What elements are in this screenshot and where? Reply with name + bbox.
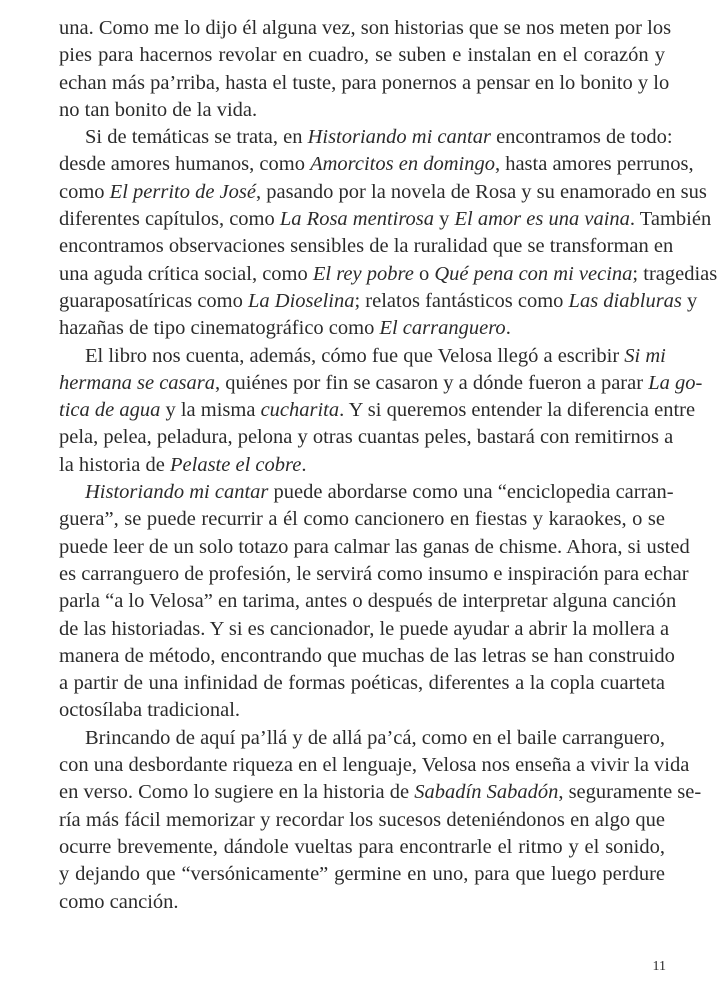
text-line xyxy=(59,697,665,724)
text-line xyxy=(59,151,694,178)
text-line xyxy=(59,70,670,97)
text-line xyxy=(59,670,665,697)
italic-title-text: cucharita xyxy=(260,399,340,422)
text-line xyxy=(59,643,675,670)
text-run: manera de método, encontrando que muchas de las letras se han construido xyxy=(59,644,675,667)
text-line xyxy=(59,315,665,342)
text-line xyxy=(59,97,665,124)
text-run: o xyxy=(413,262,435,285)
text-run: octosílaba tradicional. xyxy=(59,699,241,722)
text-run: ocurre brevemente, dándole vueltas para encontrarle el ritmo y el sonido, xyxy=(59,835,665,858)
text-line xyxy=(59,479,674,506)
text-run: como xyxy=(59,180,110,203)
text-line xyxy=(59,452,665,479)
text-run: ; tragedias xyxy=(632,262,718,285)
text-run: una aguda crítica social, como xyxy=(59,262,313,285)
text-line xyxy=(59,424,674,451)
text-run: pela, pelea, peladura, pelona y otras cuantas peles, bastará con remitirnos a xyxy=(59,426,674,449)
text-line xyxy=(59,15,672,42)
body-text xyxy=(59,15,718,916)
italic-title-text: Si mi xyxy=(624,344,666,367)
text-line xyxy=(59,288,698,315)
text-line xyxy=(59,506,665,533)
text-run: y xyxy=(681,289,698,312)
text-run: El libro nos cuenta, además, cómo fue que Velosa llegó a escribir xyxy=(85,344,625,367)
text-line xyxy=(59,42,665,69)
text-run: parla “a lo Velosa” en tarima, antes o después de interpretar alguna canción xyxy=(59,590,677,613)
text-line xyxy=(59,343,665,370)
text-run: . También xyxy=(629,208,712,231)
text-run: desde amores humanos, como xyxy=(59,153,311,176)
text-line xyxy=(59,861,665,888)
italic-title-text: Historiando mi cantar xyxy=(85,481,269,504)
text-run: hazañas de tipo cinematográfico como xyxy=(59,317,380,340)
text-run: encontramos de todo: xyxy=(490,126,673,149)
text-run: una. Como me lo dijo él alguna vez, son historias que se nos meten por los xyxy=(59,17,672,39)
text-run: a partir de una infinidad de formas poéticas, diferentes a la copla cuarteta xyxy=(59,672,665,695)
text-run: es carranguero de profesión, le servirá como insumo e inspiración para echar xyxy=(59,562,689,585)
text-run: y xyxy=(434,208,455,231)
text-line xyxy=(59,561,689,588)
text-line xyxy=(59,588,677,615)
text-line xyxy=(59,725,665,752)
text-run: , pasando por la novela de Rosa y su enamorado en sus xyxy=(256,180,707,203)
text-line xyxy=(59,616,670,643)
text-run: . xyxy=(505,317,511,340)
text-run: y la misma xyxy=(160,399,261,422)
text-line xyxy=(59,834,665,861)
italic-title-text: La Rosa mentirosa xyxy=(279,208,435,231)
text-run: echan más pa’rriba, hasta el tuste, para ponernos a pensar en lo bonito y lo xyxy=(59,71,670,94)
text-run: , quiénes por fin se casaron y a dónde fueron a parar xyxy=(215,371,649,394)
text-line xyxy=(59,370,703,397)
italic-title-text: El rey pobre xyxy=(312,262,414,285)
italic-title-text: El amor es una vaina xyxy=(454,208,630,231)
text-run: . Y si queremos entender la diferencia entre xyxy=(339,399,696,422)
text-run: Brincando de aquí pa’llá y de allá pa’cá, como en el baile carranguero, xyxy=(85,726,665,749)
text-line xyxy=(59,179,707,206)
text-line xyxy=(59,261,718,288)
text-run: y dejando que “versónicamente” germine en uno, para que luego perdure xyxy=(59,863,665,886)
text-run: la historia de xyxy=(59,453,171,476)
text-run: pies para hacernos revolar en cuadro, se suben e instalan en el corazón y xyxy=(59,44,665,67)
text-run: no tan bonito de la vida. xyxy=(59,98,258,121)
italic-title-text: Qué pena con mi vecina xyxy=(434,262,633,285)
italic-title-text: El perrito de José xyxy=(109,180,256,203)
italic-title-text: Amorcitos en domingo xyxy=(310,153,495,176)
text-run: de las historiadas. Y si es cancionador, le puede ayudar a abrir la mollera a xyxy=(59,617,670,640)
text-line xyxy=(59,752,690,779)
text-run: encontramos observaciones sensibles de la ruralidad que se transforman en xyxy=(59,235,674,258)
italic-title-text: Sabadín Sabadón xyxy=(414,781,559,804)
italic-title-text: Las diabluras xyxy=(568,289,682,312)
text-line xyxy=(59,124,673,151)
text-run: puede leer de un solo totazo para calmar las ganas de chisme. Ahora, si usted xyxy=(59,535,690,558)
text-run: guera”, se puede recurrir a él como cancionero en fiestas y karaokes, o se xyxy=(59,508,665,531)
text-run: diferentes capítulos, como xyxy=(59,208,280,231)
text-line xyxy=(59,807,665,834)
text-line xyxy=(59,889,665,916)
text-run: en verso. Como lo sugiere en la historia de xyxy=(59,781,415,804)
page-number: 11 xyxy=(652,959,666,974)
text-line xyxy=(59,534,690,561)
text-run: ; relatos fantásticos como xyxy=(354,289,569,312)
text-run: guaraposatíricas como xyxy=(59,289,248,312)
text-run: como canción. xyxy=(59,890,179,913)
italic-title-text: tica de agua xyxy=(59,399,161,422)
text-run: ría más fácil memorizar y recordar los sucesos deteniéndonos en algo que xyxy=(59,808,665,831)
text-line xyxy=(59,206,712,233)
text-run: , seguramente se- xyxy=(558,781,702,804)
italic-title-text: hermana se casara xyxy=(59,371,216,394)
text-line xyxy=(59,779,702,806)
italic-title-text: La Dioselina xyxy=(247,289,355,312)
text-line xyxy=(59,397,696,424)
text-run: Si de temáticas se trata, en xyxy=(85,126,308,149)
text-run: , hasta amores perrunos, xyxy=(494,153,694,176)
text-run: puede abordarse como una “enciclopedia carran- xyxy=(268,481,674,504)
text-run: . xyxy=(301,453,307,476)
italic-title-text: Historiando mi cantar xyxy=(307,126,491,149)
italic-title-text: Pelaste el cobre xyxy=(170,453,302,476)
text-run: con una desbordante riqueza en el lenguaje, Velosa nos enseña a vivir la vida xyxy=(59,754,690,777)
text-line xyxy=(59,233,674,260)
italic-title-text: El carranguero xyxy=(379,317,506,340)
italic-title-text: La go- xyxy=(648,371,703,394)
